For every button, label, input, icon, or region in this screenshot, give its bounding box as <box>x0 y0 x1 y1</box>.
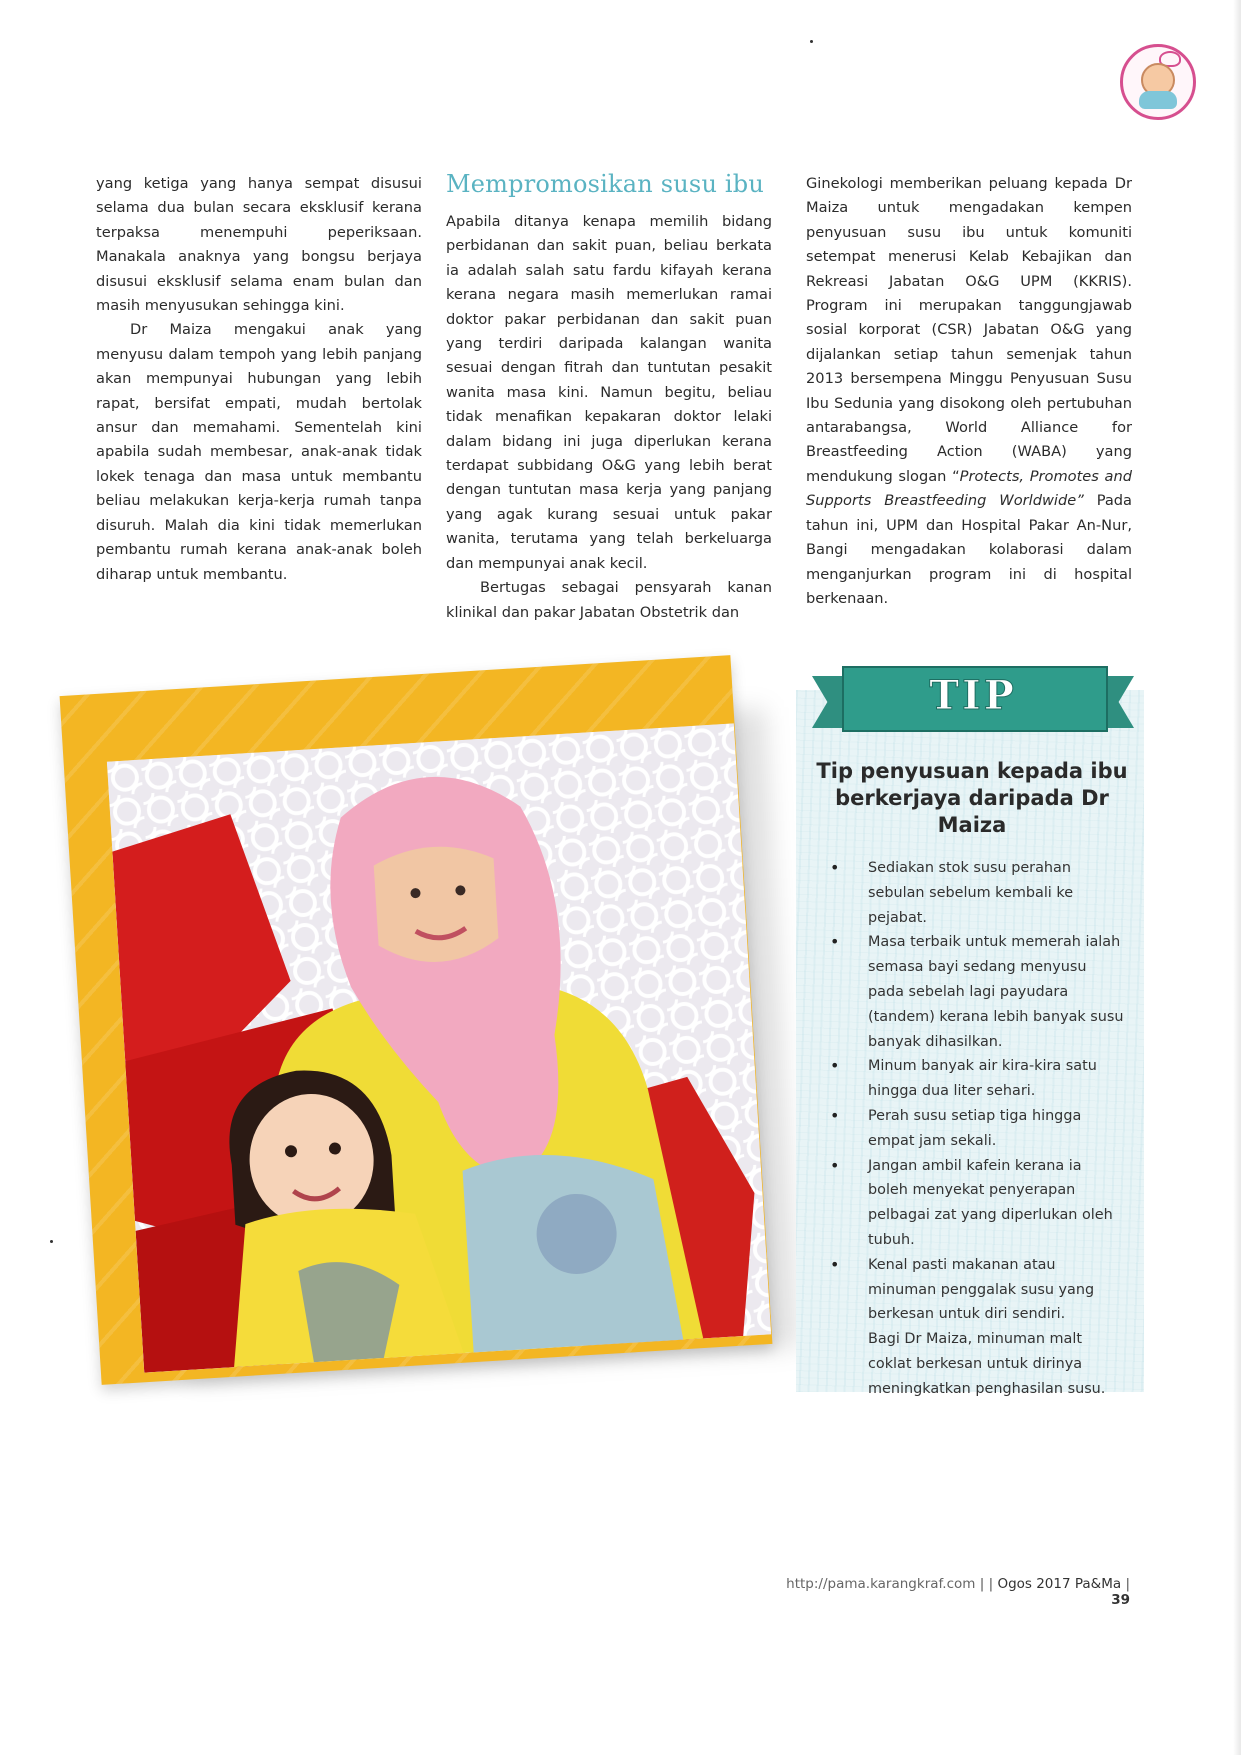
tip-title: Tip penyusuan kepada ibu berkerjaya daripada Dr Maiza <box>816 759 1128 837</box>
footer-url: http://pama.karangkraf.com <box>786 1576 976 1592</box>
magazine-logo-icon <box>1120 44 1196 120</box>
paragraph <box>806 172 1132 611</box>
tip-list <box>830 856 1126 1402</box>
paragraph: Bertugas sebagai pensyarah kanan klinikal dan pakar Jabatan Obstetrik dan <box>446 579 772 621</box>
footer-separator: | <box>979 1576 985 1592</box>
footer-issue: Ogos 2017 <box>997 1576 1071 1592</box>
page-edge <box>1233 0 1241 1755</box>
paragraph: Dr Maiza mengakui anak yang menyusu dalam tempoh yang lebih panjang akan mempunyai hubungan yang lebih rapat, bersifat empati, mudah bertolak ansur dan memahami. Sementelah kini apabila sudah membesar, anak-anak tidak lokek tenaga dan masa untuk membantu beliau melakukan kerja-kerja rumah tanpa disuruh. Malah dia kini tidak memerlukan pembantu rumah kerana anak-anak boleh diharap untuk membantu. <box>96 321 422 583</box>
scan-speck <box>50 1240 53 1243</box>
ribbon-label: TIP <box>929 672 1017 719</box>
paragraph-text: Ginekologi memberikan peluang kepada Dr Maiza untuk mengadakan kempen penyusuan susu ibu untuk komuniti setempat menerusi Kelab Kebajikan dan Rekreasi Jabatan O&G UPM (KKRIS). Program ini merupakan tanggungjawab sosial korporat (CSR) Jabatan O&G yang dijalankan setiap tahun semenjak tahun 2013 bersempena Minggu Penyusuan Susu Ibu Sedunia yang disokong oleh pertubuhan antarabangsa, World Alliance for Breastfeeding Action (WABA) yang mendukung slogan “ <box>806 175 1132 485</box>
article-column-right <box>806 172 1132 611</box>
portrait-photo <box>107 723 771 1372</box>
list-item: • Masa terbaik untuk memerah ialah semasa bayi sedang menyusu pada sebelah lagi payudara (tandem) kerana lebih banyak susu banyak dihasilkan. <box>830 930 1126 1054</box>
list-item: • Minum banyak air kira-kira satu hingga dua liter sehari. <box>830 1054 1126 1104</box>
footer-magazine: Pa&Ma <box>1074 1576 1122 1592</box>
list-item: • Jangan ambil kafein kerana ia boleh menyekat penyerapan pelbagai zat yang diperlukan oleh tubuh. <box>830 1154 1126 1253</box>
section-heading: Mempromosikan susu ibu <box>446 170 765 198</box>
list-item: • Sediakan stok susu perahan sebulan sebelum kembali ke pejabat. <box>830 856 1126 930</box>
scan-speck <box>810 40 813 43</box>
tip-closing-note: Bagi Dr Maiza, minuman malt coklat berkesan untuk dirinya meningkatkan penghasilan susu. <box>868 1331 1106 1397</box>
logo-baby-body <box>1139 91 1177 109</box>
portrait-illustration <box>107 723 771 1372</box>
list-item: • Kenal pasti makanan atau minuman penggalak susu yang berkesan untuk diri sendiri. <box>830 1253 1126 1327</box>
page-number: 39 <box>1111 1592 1130 1608</box>
tip-ribbon <box>812 666 1134 732</box>
footer-separator: | <box>1125 1576 1130 1592</box>
paragraph: yang ketiga yang hanya sempat disusui selama dua bulan secara eksklusif kerana terpaksa menempuhi peperiksaan. Manakala anaknya yang bongsu berjaya disusui eksklusif selama enam bulan dan masih menyusukan sehingga kini. <box>96 175 422 315</box>
page-footer <box>770 1576 1130 1608</box>
article-column-left <box>96 172 422 587</box>
paragraph: Apabila ditanya kenapa memilih bidang perbidanan dan sakit puan, beliau berkata ia adalah salah satu fardu kifayah kerana kerana negara masih memerlukan ramai doktor pakar perbidanan dan sakit puan yang terdiri daripada kalangan wanita sesuai dengan fitrah dan tuntutan pesakit wanita masa kini. Namun begitu, beliau tidak menafikan kepakaran doktor lelaki dalam bidang ini juga diperlukan kerana terdapat subbidang O&G yang lebih berat dengan tuntutan masa kerja yang panjang yang agak kurang sesuai untuk pakar wanita, terutama yang telah berkeluarga dan mempunyai anak kecil. <box>446 213 772 572</box>
paragraph-text: Pada tahun ini, UPM dan Hospital Pakar An-Nur, Bangi mengadakan kolaborasi dalam menganjurkan program ini di hospital berkenaan. <box>806 492 1132 607</box>
slogan-text: Protects, Promotes and Supports Breastfeeding Worldwide” <box>806 467 1132 510</box>
article-column-middle <box>446 210 772 625</box>
footer-separator: | <box>988 1576 994 1592</box>
list-item: • Perah susu setiap tiga hingga empat jam sekali. <box>830 1104 1126 1154</box>
